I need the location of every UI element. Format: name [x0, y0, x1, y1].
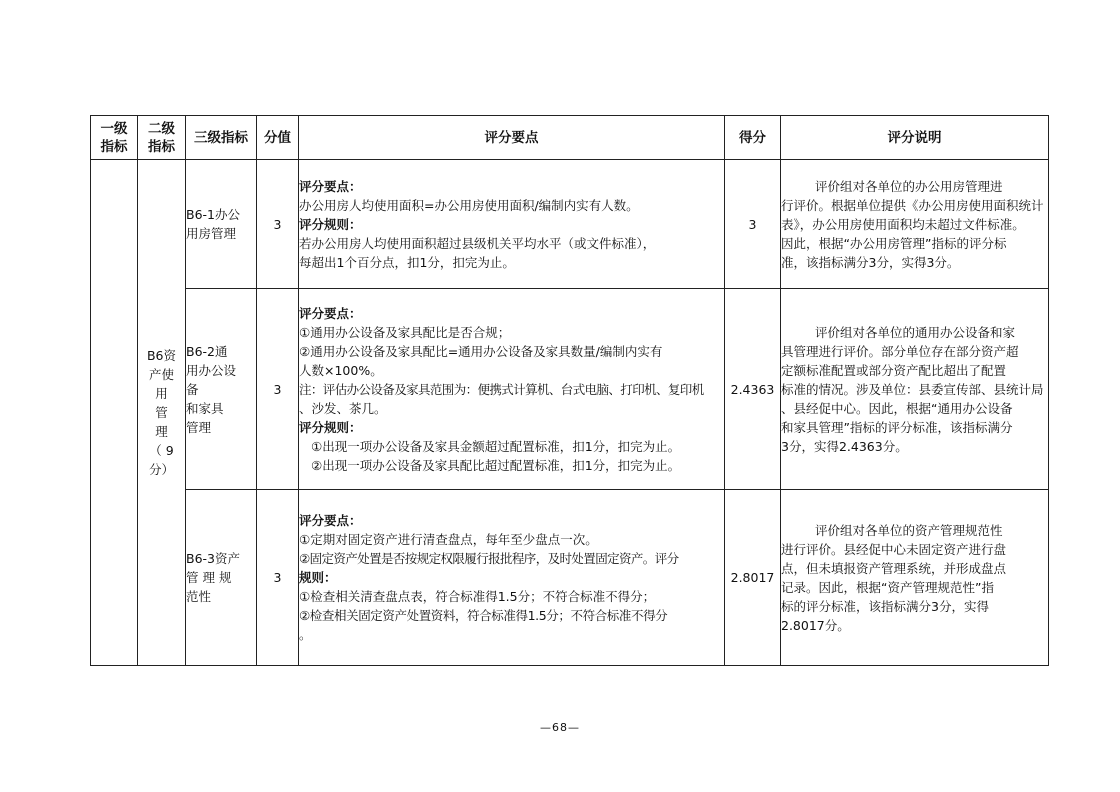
page-number: —68— [540, 721, 580, 734]
scoring-points: 评分要点： ①通用办公设备及家具配比是否合规； ②通用办公设备及家具配比=通用办公设备及家具数量/编制内实有 人数×100%。 注：评估办公设备及家具范围为：便携式计算机、台式电脑、打印机、复印机 、沙发、茶几。 评分规则： ①出现一项办公设备及家具金额超过配置标准，扣1分，扣完为止。 ②出现一项办公设备及家具配比超过配置标准，扣1分，扣完为止。 [299, 289, 725, 490]
evaluation-table [90, 115, 1049, 666]
header-level2: 二级 指标 [138, 116, 186, 160]
score-explanation: 评价组对各单位的资产管理规范性 进行评价。县经促中心未固定资产进行盘 点，但未填报资产管理系统，并形成盘点 记录。因此，根据“资产管理规范性”指 标的评分标准，该指标满分3分，实得 2.8017分。 [781, 490, 1049, 666]
score-cell: 2.4363 [725, 289, 781, 490]
header-level1: 一级 指标 [91, 116, 138, 160]
header-points: 评分要点 [299, 116, 725, 160]
weight-cell: 3 [257, 490, 299, 666]
weight-cell: 3 [257, 289, 299, 490]
score-cell: 3 [725, 160, 781, 289]
table-row [91, 490, 1049, 666]
level3-indicator: B6-1办公 用房管理 [186, 160, 257, 289]
table-row [91, 289, 1049, 490]
level3-indicator: B6-3资产 管 理 规 范性 [186, 490, 257, 666]
table-row [91, 160, 1049, 289]
score-cell: 2.8017 [725, 490, 781, 666]
level2-indicator: B6资 产使 用 管 理 （ 9 分） [138, 160, 186, 666]
score-explanation: 评价组对各单位的办公用房管理进 行评价。根据单位提供《办公用房使用面积统计 表》，办公用房使用面积均未超过文件标准。 因此，根据“办公用房管理”指标的评分标 准，该指标满分3分，实得3分。 [781, 160, 1049, 289]
level1-cell [91, 160, 138, 666]
header-score: 得分 [725, 116, 781, 160]
header-explain: 评分说明 [781, 116, 1049, 160]
weight-cell: 3 [257, 160, 299, 289]
header-level3: 三级指标 [186, 116, 257, 160]
scoring-points: 评分要点： ①定期对固定资产进行清查盘点，每年至少盘点一次。 ②固定资产处置是否按规定权限履行报批程序，及时处置固定资产。评分 规则： ①检查相关清查盘点表，符合标准得1.5分；不符合标准不得分； ②检查相关固定资产处置资料，符合标准得1.5分；不符合标准不得分 。 [299, 490, 725, 666]
score-explanation: 评价组对各单位的通用办公设备和家 具管理进行评价。部分单位存在部分资产超 定额标准配置或部分资产配比超出了配置 标准的情况。涉及单位：县委宣传部、县统计局 、县经促中心。因此，根据“通用办公设备 和家具管理”指标的评分标准，该指标满分 3分，实得2.4363分。 [781, 289, 1049, 490]
scoring-points: 评分要点： 办公用房人均使用面积=办公用房使用面积/编制内实有人数。 评分规则： 若办公用房人均使用面积超过县级机关平均水平（或文件标准）， 每超出1个百分点，扣1分，扣完为止。 [299, 160, 725, 289]
level3-indicator: B6-2通 用办公设 备 和家具 管理 [186, 289, 257, 490]
header-weight: 分值 [257, 116, 299, 160]
header-row [91, 116, 1049, 160]
